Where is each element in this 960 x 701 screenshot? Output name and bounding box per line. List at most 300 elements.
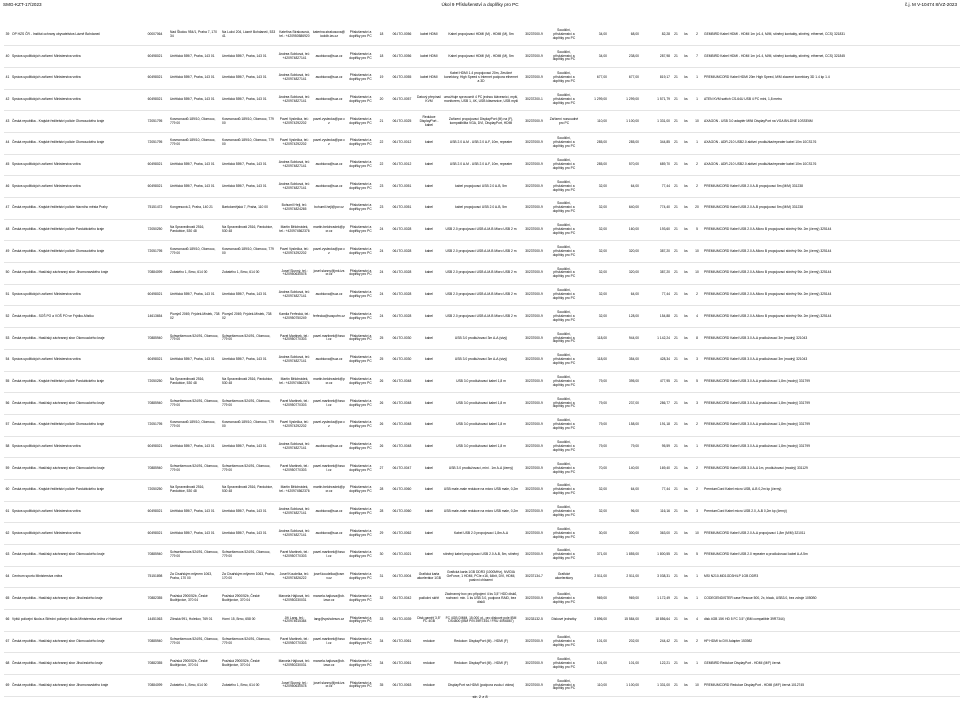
row-number-cell: 41	[4, 67, 11, 89]
customer-address-cell: Unětická 559/7, Praha, 143 01	[169, 176, 221, 198]
customer-address-cell: Pionýrů 2069, Frýdek-Místek, 738 02	[169, 306, 221, 328]
item-specification-cell: USB 3.0 prodlužovací 3m A-A (sivý)	[442, 349, 520, 371]
vat-rate-cell: 21	[671, 501, 681, 523]
total-price-vat-cell: 1 800,55	[640, 545, 671, 567]
unit-cell: ks	[681, 675, 691, 697]
item-number-cell: 22	[375, 154, 388, 176]
category-cell: Příslušenství a doplňky pro PC	[346, 371, 375, 393]
delivery-address-cell: Unetická 559/7, Praha, 143 01	[221, 154, 277, 176]
offered-product-cell: ATEN KVM switch CS-64U USB 4 PC mini, 1,8 metru	[703, 89, 960, 111]
offered-product-cell: PREMIUMCORD Kabel USB 3.0 A-A prodlužovací 1,8m (modrý) 331799	[703, 371, 960, 393]
total-price-cell: 285,00	[608, 132, 640, 154]
contact-person-cell: Andrea Sobková, tel.: +420974827141	[277, 46, 312, 68]
customer-address-cell: Na Spravedlnosti 2516, Pardubice, 530 48	[169, 219, 221, 241]
contact-email-cell: pavel.vyslecka@pcr.cz	[312, 414, 346, 436]
item-type-cell: kabel	[416, 545, 442, 567]
contact-email-cell: martin.belohradek@pcr.cz	[312, 219, 346, 241]
total-price-vat-cell: 287,98	[640, 46, 671, 68]
customer-ico-cell: 72051795	[141, 241, 169, 263]
unit-cell: ks	[681, 263, 691, 285]
row-number-cell: 52	[4, 306, 11, 328]
total-price-cell: 160,00	[608, 219, 640, 241]
category-cell: Příslušenství a doplňky pro PC	[346, 349, 375, 371]
customer-ico-cell: 60498021	[141, 284, 169, 306]
cpv-description-cell: Soudiční, příslušenství a doplňky pro PC	[548, 198, 580, 220]
offered-product-cell: PREMIUMCORD Kabel USB 2.0 A-Micro B propojovací stíněný 9šr. 2m (černý) 325144	[703, 241, 960, 263]
delivery-address-cell: Bartolomějská 7, Praha, 110 00	[221, 198, 277, 220]
item-specification-cell: USB 2.0 propojovací USB A-M-B Micro USB 2 m	[442, 241, 520, 263]
category-cell: Příslušenství a doplňky pro PC	[346, 393, 375, 415]
customer-address-cell: Pražská 2900/52b, České Budějovice, 370 04	[169, 588, 221, 610]
total-price-vat-cell: 774,40	[640, 198, 671, 220]
offered-product-cell: AXAGON - USB 3.0 adaptér MINI DisplayPort na VGA BN-DNE 10SSE6M	[703, 111, 960, 133]
customer-ico-cell: 60498021	[141, 89, 169, 111]
cpv-description-cell: Soudiční, příslušenství a doplňky pro PC	[548, 393, 580, 415]
customer-address-cell: Kosmonautů 189/10, Olomouc, 779 00	[169, 241, 221, 263]
quantity-cell: 2	[691, 176, 703, 198]
cpv-code-cell: 30237000-9	[520, 675, 548, 697]
total-price-vat-cell: 18 856,64	[640, 610, 671, 632]
offered-product-cell: PREMIUMCORD Kabel USB 3.0 A-A prodlužovací 3m (modrý) 321043	[703, 349, 960, 371]
contact-email-cell: asobkova@suz.cz	[312, 46, 346, 68]
unit-cell: ks	[681, 371, 691, 393]
total-price-vat-cell: 3 038,31	[640, 566, 671, 588]
row-number-cell: 55	[4, 371, 11, 393]
total-price-vat-cell: 689,70	[640, 154, 671, 176]
table-row	[4, 132, 960, 154]
quantity-cell: 10	[691, 523, 703, 545]
cpv-description-cell: Grafické akcelerátory	[548, 566, 580, 588]
customer-address-cell: Schweitzerova 524/91, Olomouc, 779 00	[169, 545, 221, 567]
case-number: č.j. M V-10474 8/VZ-2023	[904, 2, 957, 7]
unit-cell: ks	[681, 241, 691, 263]
item-number-cell: 26	[375, 371, 388, 393]
customer-ico-cell: 60498021	[141, 349, 169, 371]
total-price-vat-cell: 116,16	[640, 501, 671, 523]
total-price-cell: 64,00	[608, 479, 640, 501]
category-cell: Příslušenství a doplňky pro PC	[346, 458, 375, 480]
item-type-cell: redukce	[416, 653, 442, 675]
customer-name-cell: Vyšší policejní škola a Střední policejní škola Ministerstva vnitra v Holešově	[11, 610, 141, 632]
total-price-cell: 128,00	[608, 306, 640, 328]
quantity-cell: 4	[691, 306, 703, 328]
item-code-cell: 06-ITO-0030	[388, 328, 416, 350]
offered-product-cell: PremiumCord Kabel micro USB, A-B 0,2m kp (černý)	[703, 479, 960, 501]
row-number-cell: 47	[4, 198, 11, 220]
table-row	[4, 653, 960, 675]
cpv-description-cell: Soudiční, příslušenství a doplňky pro PC	[548, 284, 580, 306]
cpv-description-cell: Soudiční, příslušenství a doplňky pro PC	[548, 523, 580, 545]
customer-name-cell: Česká republika - SOŠ PO a VOŠ PO ve Frýdku-Místku	[11, 306, 141, 328]
category-cell: Příslušenství a doplňky pro PC	[346, 306, 375, 328]
customer-name-cell: Česká republika - Hasičský záchranný sbor Olomouckého kraje	[11, 393, 141, 415]
unit-cell: ks	[681, 588, 691, 610]
unit-cell: ks	[681, 284, 691, 306]
quantity-cell: 3	[691, 349, 703, 371]
table-row	[4, 154, 960, 176]
contact-email-cell: pavel.martinek@hzsol.cz	[312, 328, 346, 350]
item-code-cell: 06-ITO-0060	[388, 501, 416, 523]
customer-name-cell: Česká republika - Hasičský záchranný sbor Jihočeského kraje	[11, 653, 141, 675]
item-type-cell: kabel	[416, 479, 442, 501]
item-type-cell: redukce	[416, 675, 442, 697]
contact-person-cell: Kateřina Strakosová, tel.: +420950586920	[277, 24, 312, 46]
customer-ico-cell: 72051795	[141, 414, 169, 436]
customer-name-cell: Správa upolitických zařízení Ministerstva vnitra	[11, 284, 141, 306]
delivery-address-cell: Na Spravedlnosti 2516, Pardubice, 530 48	[221, 371, 277, 393]
customer-address-cell: Zlínská 991, Holešov, 769 01	[169, 610, 221, 632]
quantity-cell: 2	[691, 284, 703, 306]
category-cell: Příslušenství a doplňky pro PC	[346, 631, 375, 653]
item-number-cell: 24	[375, 241, 388, 263]
vat-rate-cell: 21	[671, 545, 681, 567]
vat-rate-cell: 21	[671, 111, 681, 133]
item-number-cell: 34	[375, 631, 388, 653]
customer-name-cell: Česká republika - Hasičský záchranný sbor Olomouckého kraje	[11, 458, 141, 480]
unit-cell: ks	[681, 610, 691, 632]
customer-name-cell: Česká republika - Krajské ředitelství policie Pardubického kraje	[11, 479, 141, 501]
total-price-vat-cell: 428,34	[640, 349, 671, 371]
item-specification-cell: USB male-male redukce na micro USB male, 0,2m	[442, 501, 520, 523]
quantity-cell: 1	[691, 132, 703, 154]
table-row	[4, 501, 960, 523]
customer-name-cell: Česká republika - Krajské ředitelství policie hlavního města Prahy	[11, 198, 141, 220]
contact-person-cell: Bohumil Hejl, tel.: +420974824265	[277, 198, 312, 220]
customer-address-cell: Unětická 559/7, Praha, 143 01	[169, 67, 221, 89]
contact-person-cell: Pavel Martinek, tel.: +420950770303	[277, 631, 312, 653]
item-specification-cell: stíněný kabel propojovací USB 2.0 A-B, 5m, stíněný	[442, 545, 520, 567]
customer-ico-cell: 70885940	[141, 631, 169, 653]
contact-person-cell: Pavel Vyslečka, tel.: +420974292202	[277, 132, 312, 154]
delivery-address-cell: Unetická 559/7, Praha, 143 01	[221, 523, 277, 545]
vat-rate-cell: 21	[671, 328, 681, 350]
unit-price-cell: 32,00	[580, 479, 608, 501]
category-cell: Příslušenství a doplňky pro PC	[346, 111, 375, 133]
delivery-address-cell: Schweitzerova 524/91, Olomouc, 779 00	[221, 545, 277, 567]
item-type-cell: kabel	[416, 458, 442, 480]
total-price-cell: 969,00	[608, 588, 640, 610]
quantity-cell: 1	[691, 566, 703, 588]
offered-product-cell: disk 4GB 15K HD 5 FC 3.5" (IBM compatible 39R7344)	[703, 610, 960, 632]
table-row	[4, 458, 960, 480]
item-specification-cell: USB 3.0 prodlužovací kabel 1,8 m	[442, 414, 520, 436]
customer-name-cell: Správa upolitických zařízení Ministerstva vnitra	[11, 46, 141, 68]
row-number-cell: 61	[4, 501, 11, 523]
unit-price-cell: 34,00	[580, 46, 608, 68]
item-number-cell: 35	[375, 675, 388, 697]
total-price-vat-cell: 363,00	[640, 523, 671, 545]
contact-person-cell: Martin Bělohrádek, tel.: +420974562376	[277, 479, 312, 501]
cpv-code-cell: 30237000-9	[520, 132, 548, 154]
total-price-vat-cell: 95,59	[640, 436, 671, 458]
cpv-description-cell: Soudiční, příslušenství a doplňky pro PC	[548, 501, 580, 523]
delivery-address-cell: Kosmonautů 189/10, Olomouc, 779 00	[221, 132, 277, 154]
document-title: Úkol 9 Příslušenství a doplňky pro PC	[441, 2, 519, 7]
contact-email-cell: asobkova@suz.cz	[312, 501, 346, 523]
cpv-description-cell: Soudiční, příslušenství a doplňky pro PC	[548, 306, 580, 328]
total-price-vat-cell: 1 571,79	[640, 89, 671, 111]
cpv-code-cell: 30233132-5	[520, 610, 548, 632]
total-price-cell: 1 299,00	[608, 89, 640, 111]
table-row	[4, 284, 960, 306]
table-row	[4, 436, 960, 458]
total-price-cell: 237,00	[608, 393, 640, 415]
unit-price-cell: 118,00	[580, 328, 608, 350]
total-price-cell: 15 584,00	[608, 610, 640, 632]
contact-person-cell: Josef Koudelka, tel.: +420974826222	[277, 566, 312, 588]
customer-name-cell: Správa upolitických zařízení Ministerstva vnitra	[11, 349, 141, 371]
vat-rate-cell: 21	[671, 67, 681, 89]
vat-rate-cell: 21	[671, 393, 681, 415]
customer-ico-cell: 75151898	[141, 566, 169, 588]
quantity-cell: 2	[691, 154, 703, 176]
customer-ico-cell: 60498021	[141, 436, 169, 458]
unit-cell: ks	[681, 89, 691, 111]
item-code-cell: 06-ITO-0028	[388, 241, 416, 263]
delivery-address-cell: Schweitzerova 524/91, Olomouc, 779 00	[221, 393, 277, 415]
vat-rate-cell: 21	[671, 631, 681, 653]
quantity-cell: 10	[691, 263, 703, 285]
unit-price-cell: 2 511,00	[580, 566, 608, 588]
unit-price-cell: 101,00	[580, 631, 608, 653]
delivery-address-cell: Unetická 559/7, Praha, 143 01	[221, 176, 277, 198]
contact-email-cell: pavel.vyslecka@pcr.cz	[312, 132, 346, 154]
item-specification-cell: USB 3.0 prodlužovací, mini . 1m A-A (černý)	[442, 458, 520, 480]
unit-cell: ks	[681, 111, 691, 133]
category-cell: Příslušenství a doplňky pro PC	[346, 284, 375, 306]
item-code-cell: 06-ITO-0063	[388, 675, 416, 697]
item-number-cell: 26	[375, 436, 388, 458]
row-number-cell: 40	[4, 46, 11, 68]
unit-cell: ks	[681, 414, 691, 436]
item-number-cell: 20	[375, 89, 388, 111]
unit-price-cell: 3 896,00	[580, 610, 608, 632]
unit-price-cell: 30,00	[580, 523, 608, 545]
customer-address-cell: Kosmonautů 189/10, Olomouc, 779 00	[169, 414, 221, 436]
quantity-cell: 1	[691, 89, 703, 111]
item-code-cell: 06-ITO-0012	[388, 132, 416, 154]
item-type-cell: kabel HDMI	[416, 67, 442, 89]
item-code-cell: 06-ITO-0028	[388, 263, 416, 285]
total-price-cell: 300,00	[608, 523, 640, 545]
contact-email-cell: pavel.martinek@hzsol.cz	[312, 631, 346, 653]
unit-cell: ks	[681, 328, 691, 350]
table-row	[4, 328, 960, 350]
item-type-cell: Datový přepínač KVM	[416, 89, 442, 111]
item-number-cell: 25	[375, 328, 388, 350]
unit-cell: ks	[681, 436, 691, 458]
offered-product-cell: GEMBIRD Redukce DisplayPort - HDMI (M/F) černá	[703, 653, 960, 675]
customer-ico-cell: 14613654	[141, 306, 169, 328]
cpv-description-cell: Soudiční, příslušenství a doplňky pro PC	[548, 349, 580, 371]
customer-name-cell: Česká republika - Krajské ředitelství policie Olomouckého kraje	[11, 241, 141, 263]
delivery-address-cell: Schweitzerova 524/91, Olomouc, 779 00	[221, 328, 277, 350]
cpv-code-cell: 30237000-9	[520, 328, 548, 350]
cpv-code-cell: 30237000-9	[520, 588, 548, 610]
item-number-cell: 30	[375, 545, 388, 567]
cpv-code-cell: 30237000-9	[520, 176, 548, 198]
unit-cell: ks	[681, 523, 691, 545]
category-cell: Příslušenství a doplňky pro PC	[346, 241, 375, 263]
vat-rate-cell: 21	[671, 176, 681, 198]
contact-email-cell: josef.koudelka@csmv.cz	[312, 566, 346, 588]
quantity-cell: 3	[691, 501, 703, 523]
item-number-cell: 26	[375, 414, 388, 436]
cpv-code-cell: 30237000-9	[520, 414, 548, 436]
unit-price-cell: 677,00	[580, 67, 608, 89]
customer-name-cell: Česká republika - Hasičský záchranný sbor Olomouckého kraje	[11, 545, 141, 567]
table-row	[4, 241, 960, 263]
item-code-cell: 06-ITO-0061	[388, 631, 416, 653]
contact-email-cell: asobkova@suz.cz	[312, 176, 346, 198]
cpv-description-cell: Soudiční, příslušenství a doplňky pro PC	[548, 132, 580, 154]
total-price-vat-cell: 1 331,00	[640, 111, 671, 133]
quantity-cell: 2	[691, 631, 703, 653]
item-number-cell: 27	[375, 458, 388, 480]
cpv-code-cell: 30237000-9	[520, 219, 548, 241]
contact-person-cell: Pavel Vyslečka, tel.: +420974292202	[277, 241, 312, 263]
item-number-cell: 24	[375, 284, 388, 306]
item-type-cell: redukce	[416, 631, 442, 653]
delivery-address-cell: Na Spravedlnosti 2516, Pardubice, 530 48	[221, 219, 277, 241]
total-price-cell: 320,00	[608, 263, 640, 285]
contact-person-cell: Pavel Martinek, tel.: +420950770303	[277, 393, 312, 415]
contact-email-cell: josef.slunny@jmk.izscr.cz	[312, 263, 346, 285]
vat-rate-cell: 21	[671, 566, 681, 588]
item-number-cell: 18	[375, 46, 388, 68]
row-number-cell: 66	[4, 610, 11, 632]
offered-product-cell: AXAGON - ADR-210 USB2.0 aktivní prodlužka/repeater kabel 10m 10CS176	[703, 154, 960, 176]
vat-rate-cell: 21	[671, 675, 681, 697]
cpv-description-cell: Soudiční, příslušenství a doplňky pro PC	[548, 219, 580, 241]
quantity-cell: 3	[691, 393, 703, 415]
row-number-cell: 57	[4, 414, 11, 436]
vat-rate-cell: 21	[671, 588, 681, 610]
contact-email-cell: pavel.martinek@hzsol.cz	[312, 393, 346, 415]
unit-price-cell: 79,00	[580, 414, 608, 436]
customer-address-cell: Unětická 559/7, Praha, 143 01	[169, 436, 221, 458]
item-number-cell: 31	[375, 566, 388, 588]
customer-ico-cell: 60498021	[141, 154, 169, 176]
customer-name-cell: Česká republika - Krajské ředitelství policie Olomouckého kraje	[11, 132, 141, 154]
category-cell: Příslušenství a doplňky pro PC	[346, 588, 375, 610]
customer-address-cell: Unětická 559/7, Praha, 143 01	[169, 284, 221, 306]
table-row	[4, 198, 960, 220]
quantity-cell: 2	[691, 479, 703, 501]
cpv-description-cell: Zařízení rozsoudné pro PC	[548, 111, 580, 133]
offered-product-cell: GEMBIRD Kabel HDMI - HDMI 1m (v1.4, M/M, stíněný kontakty, stíněný, ethernet, CCS) 321831	[703, 24, 960, 46]
offered-product-cell: PREMIUMCORD Kabel USB 3.0 A-A 1m, prodlužovací (modrý) 331129	[703, 458, 960, 480]
contact-person-cell: Andrea Sobková, tel.: +420974827141	[277, 501, 312, 523]
contact-person-cell: Pavel Martinek, tel.: +420950770303	[277, 328, 312, 350]
customer-address-cell: Nad Školou 954/1, Praha 7, 170 34	[169, 24, 221, 46]
item-specification-cell: umožňuje sprovoznit 4 PC jednou klávesnicí, myší, monitorem, USB 1, 4K, USB klávesnice, USB myši	[442, 89, 520, 111]
item-number-cell: 24	[375, 306, 388, 328]
customer-name-cell: Správa upolitických zařízení Ministerstva vnitra	[11, 436, 141, 458]
row-number-cell: 67	[4, 631, 11, 653]
row-number-cell: 50	[4, 263, 11, 285]
delivery-address-cell: Pionýrů 2069, Frýdek-Místek, 738 02	[221, 306, 277, 328]
cpv-code-cell: 30237000-9	[520, 393, 548, 415]
item-specification-cell: Redukce: DisplayPort (M) - HDMI (F)	[442, 653, 520, 675]
contact-email-cell: asobkova@suz.cz	[312, 349, 346, 371]
cpv-description-cell: Soudiční, příslušenství a doplňky pro PC	[548, 24, 580, 46]
item-code-cell: 06-ITO-0030	[388, 349, 416, 371]
unit-price-cell: 101,00	[580, 653, 608, 675]
item-number-cell: 33	[375, 610, 388, 632]
item-specification-cell: DisplayPort na HDMI (podpora zvuku i videa)	[442, 675, 520, 697]
table-row	[4, 349, 960, 371]
item-number-cell: 32	[375, 588, 388, 610]
item-type-cell: kabel	[416, 241, 442, 263]
customer-name-cell: OP HZS ČR - Institut ochrany obyvatelstva Lázně Bohdaneč	[11, 24, 141, 46]
item-specification-cell: Redukce: DisplayPort (M) - HDMI (F)	[442, 631, 520, 653]
contact-person-cell: Andrea Sobková, tel.: +420974827141	[277, 154, 312, 176]
category-cell: Příslušenství a doplňky pro PC	[346, 610, 375, 632]
unit-cell: ks	[681, 219, 691, 241]
total-price-vat-cell: 77,44	[640, 284, 671, 306]
contact-person-cell: Kamila Ferfecká, tel.: +420950750249	[277, 306, 312, 328]
item-specification-cell: USB 2.0 A-M - USB 2.0 A-F, 10m, repeater	[442, 132, 520, 154]
offered-product-cell: HP HDMI to DVI Adapter 153982	[703, 631, 960, 653]
offered-product-cell: PREMIUMCORD Kabel USB 2.0 A-A propojovací 1,8m (M/M) 321011	[703, 523, 960, 545]
offered-product-cell: PREMIUMCORD Kabel USB 3.0 A-A prodlužovací 1,8m (modrý) 331799	[703, 393, 960, 415]
total-price-vat-cell: 1 331,00	[640, 675, 671, 697]
item-number-cell: 24	[375, 219, 388, 241]
order-table-container	[4, 24, 960, 697]
quantity-cell: 1	[691, 67, 703, 89]
item-code-cell: 06-ITO-0048	[388, 436, 416, 458]
contact-person-cell: Martin Bělohrádek, tel.: +420974562376	[277, 371, 312, 393]
offered-product-cell: PREMIUMCORD Kabel USB 2.0 A-Micro B propojovací stíněný 9šr. 2m (černý) 325144	[703, 306, 960, 328]
cpv-description-cell: Soudiční, příslušenství a doplňky pro PC	[548, 458, 580, 480]
item-number-cell: 28	[375, 501, 388, 523]
customer-name-cell: Česká republika - Hasičský záchranný sbor Jihomoravského kraje	[11, 263, 141, 285]
table-row	[4, 631, 960, 653]
item-type-cell: kabel HDMI	[416, 24, 442, 46]
unit-cell: ks	[681, 479, 691, 501]
table-row	[4, 263, 960, 285]
total-price-cell: 64,00	[608, 176, 640, 198]
item-specification-cell: FC 4GB DIMM, 15,000 ot., pro diskové pole IBM DS4800 (IBM P/N 39R7344 / FRU 40K6867)	[442, 610, 520, 632]
quantity-cell: 1	[691, 436, 703, 458]
vat-rate-cell: 21	[671, 46, 681, 68]
contact-email-cell: pavel.vyslecka@pcr.cz	[312, 241, 346, 263]
offered-product-cell: MSI N210-MD1GD3H/LP 1GB DDR3	[703, 566, 960, 588]
item-specification-cell: Záchranný box pro připojení 4 ks 3,5" HDD disků, rozhraní: min. 1 ks USB 3.0, podpora RAID, bez disků	[442, 588, 520, 610]
table-row	[4, 545, 960, 567]
item-type-cell: kabel	[416, 306, 442, 328]
unit-price-cell: 32,00	[580, 198, 608, 220]
row-number-cell: 51	[4, 284, 11, 306]
contact-email-cell: martin.belohradek@pcr.cz	[312, 479, 346, 501]
item-type-cell: kabel	[416, 132, 442, 154]
customer-ico-cell: 72051795	[141, 111, 169, 133]
vat-rate-cell: 21	[671, 349, 681, 371]
contact-person-cell: Pavel Vyslečka, tel.: +420974292202	[277, 414, 312, 436]
vat-rate-cell: 21	[671, 653, 681, 675]
customer-ico-cell: 70885940	[141, 328, 169, 350]
unit-price-cell: 110,00	[580, 675, 608, 697]
customer-name-cell: Správa upolitických zařízení Ministerstva vnitra	[11, 523, 141, 545]
item-specification-cell: USB 3.0 prodlužovací kabel 1,8 m	[442, 436, 520, 458]
category-cell: Příslušenství a doplňky pro PC	[346, 219, 375, 241]
item-type-cell: kabel	[416, 414, 442, 436]
customer-name-cell: Česká republika - Krajské ředitelství policie Pardubického kraje	[11, 371, 141, 393]
offered-product-cell: PREMIUMCORD Kabel USB 2.0 repeater a prodlužovací kabel A-A 5m	[703, 545, 960, 567]
category-cell: Příslušenství a doplňky pro PC	[346, 414, 375, 436]
quantity-cell: 10	[691, 675, 703, 697]
